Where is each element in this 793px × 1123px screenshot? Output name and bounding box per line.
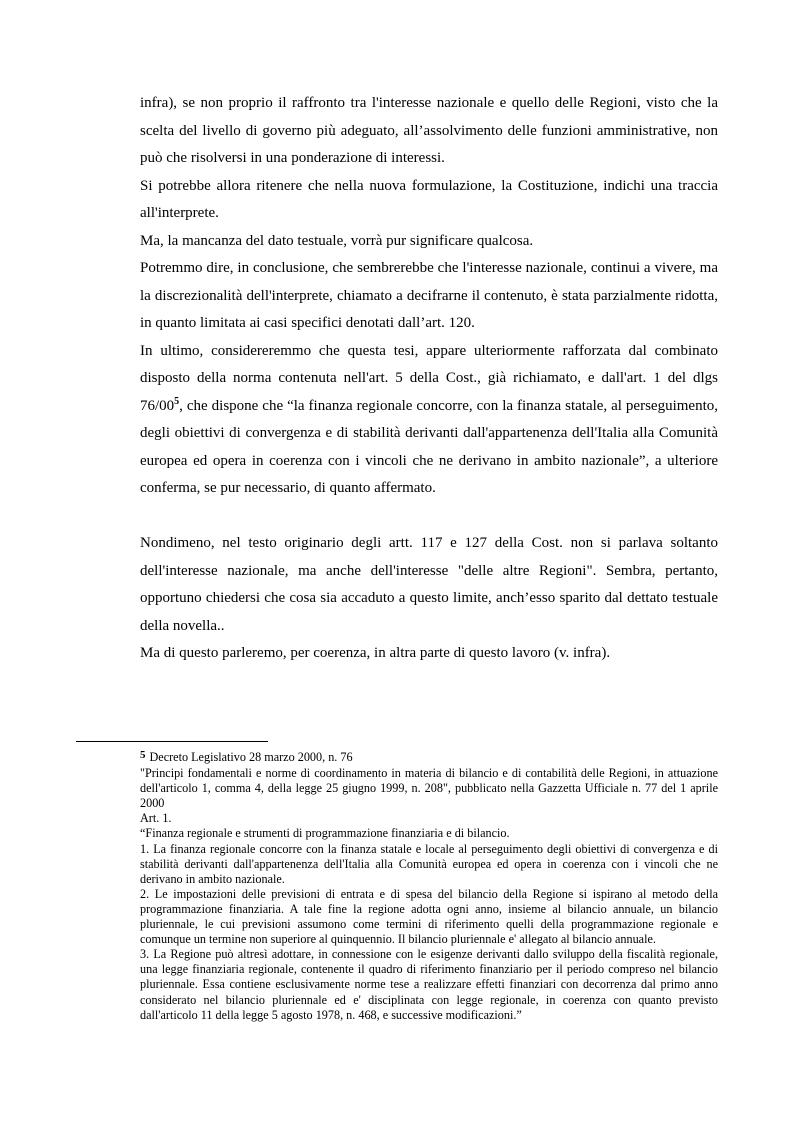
footnote-line: 1. La finanza regionale concorre con la finanza statale e locale al perseguimento degli obiettivi di convergenza e di stabilità derivanti dall'appartenenza dell'Italia alla Comunità europea ed opera in coerenza con i vincoli che ne derivano in ambito nazionale. [140,841,718,886]
paragraph: Potremmo dire, in conclusione, che sembrerebbe che l'interesse nazionale, continui a vivere, ma la discrezionalità dell'interprete, chiamato a decifrarne il contenuto, è stata parzialmente ridotta, in quanto limitata ai casi specifici denotati dall’art. 120. [140,260,718,331]
footnote-line: 3. La Regione può altresì adottare, in connessione con le esigenze derivanti dallo sviluppo della fiscalità regionale, una legge finanziaria regionale, contenente il quadro di riferimento finanziario per il periodo compreso nel bilancio pluriennale. Essa contiene esclusivamente norme tese a realizzare effetti finanziari con decorrenza dal primo anno considerato nel bilancio pluriennale ed e' disciplinata con legge regionale, in coerenza con quanto previsto dall'articolo 11 della legge 5 agosto 1978, n. 468, e successive modificazioni.” [140,947,718,1022]
footnote-number: 5 [140,749,146,761]
footnote-separator [76,741,268,742]
paragraph-text: In ultimo, considereremmo che questa tesi, appare ulteriormente rafforzata dal combinato disposto della norma contenuta nell'art. 5 della Cost., già richiamato, e dall'art. 1 del dlgs 76/00 [140,342,718,414]
footnote-line: 2. Le impostazioni delle previsioni di entrata e di spesa del bilancio della Regione si ispirano al metodo della programmazione finanziaria. A tale fine la regione adotta ogni anno, insieme al bilancio annuale, un bilancio pluriennale, le cui previsioni assumono come termini di riferimento quelli della programmazione regionale e comunque un termine non superiore al quinquennio. Il bilancio pluriennale e' allegato al bilancio annuale. [140,886,718,947]
footnote-block [140,748,718,1023]
footnote-line: Art. 1. [140,811,172,826]
paragraph: Ma, la mancanza del dato testuale, vorrà pur significare qualcosa. [140,232,534,249]
paragraph: Ma di questo parleremo, per coerenza, in altra parte di questo lavoro (v. infra). [140,645,611,661]
footnote-line: “Finanza regionale e strumenti di programmazione finanziaria e di bilancio. [140,826,510,841]
footnote-title: Decreto Legislativo 28 marzo 2000, n. 76 [149,750,353,764]
paragraph: infra), se non proprio il raffronto tra l'interesse nazionale e quello delle Regioni, visto che la scelta del livello di governo più adeguato, all’assolvimento delle funzioni amministrative, non può che risolversi in una ponderazione di interessi. [140,95,718,166]
paragraph: Si potrebbe allora ritenere che nella nuova formulazione, la Costituzione, indichi una traccia all'interprete. [140,177,718,221]
paragraph: Nondimeno, nel testo originario degli artt. 117 e 127 della Cost. non si parlava soltanto dell'interesse nazionale, ma anche dell'interesse "delle altre Regioni". Sembra, pertanto, opportuno chiedersi che cosa sia accaduto a questo limite, anch’esso sparito dal dettato testuale della novella.. [140,535,718,634]
footnote-heading [140,748,718,765]
footnote-line: "Principi fondamentali e norme di coordinamento in materia di bilancio e di contabilità delle Regioni, in attuazione dell'articolo 1, comma 4, della legge 25 giugno 1999, n. 208", pubblicato nella Gazzetta Ufficiale n. 77 del 1 aprile 2000 [140,766,718,811]
main-text [140,90,718,668]
footnote-reference[interactable]: 5 [174,395,180,407]
paragraph-with-footnote-ref [140,338,718,503]
paragraph-text: , che dispone che “la finanza regionale concorre, con la finanza statale, al perseguimento, degli obiettivi di convergenza e di stabilità derivanti dall'appartenenza dell'Italia alla Comunità europea ed opera in coerenza con i vincoli che ne derivano in ambito nazionale”, a ulteriore conferma, se pur necessario, di quanto affermato. [140,397,718,496]
